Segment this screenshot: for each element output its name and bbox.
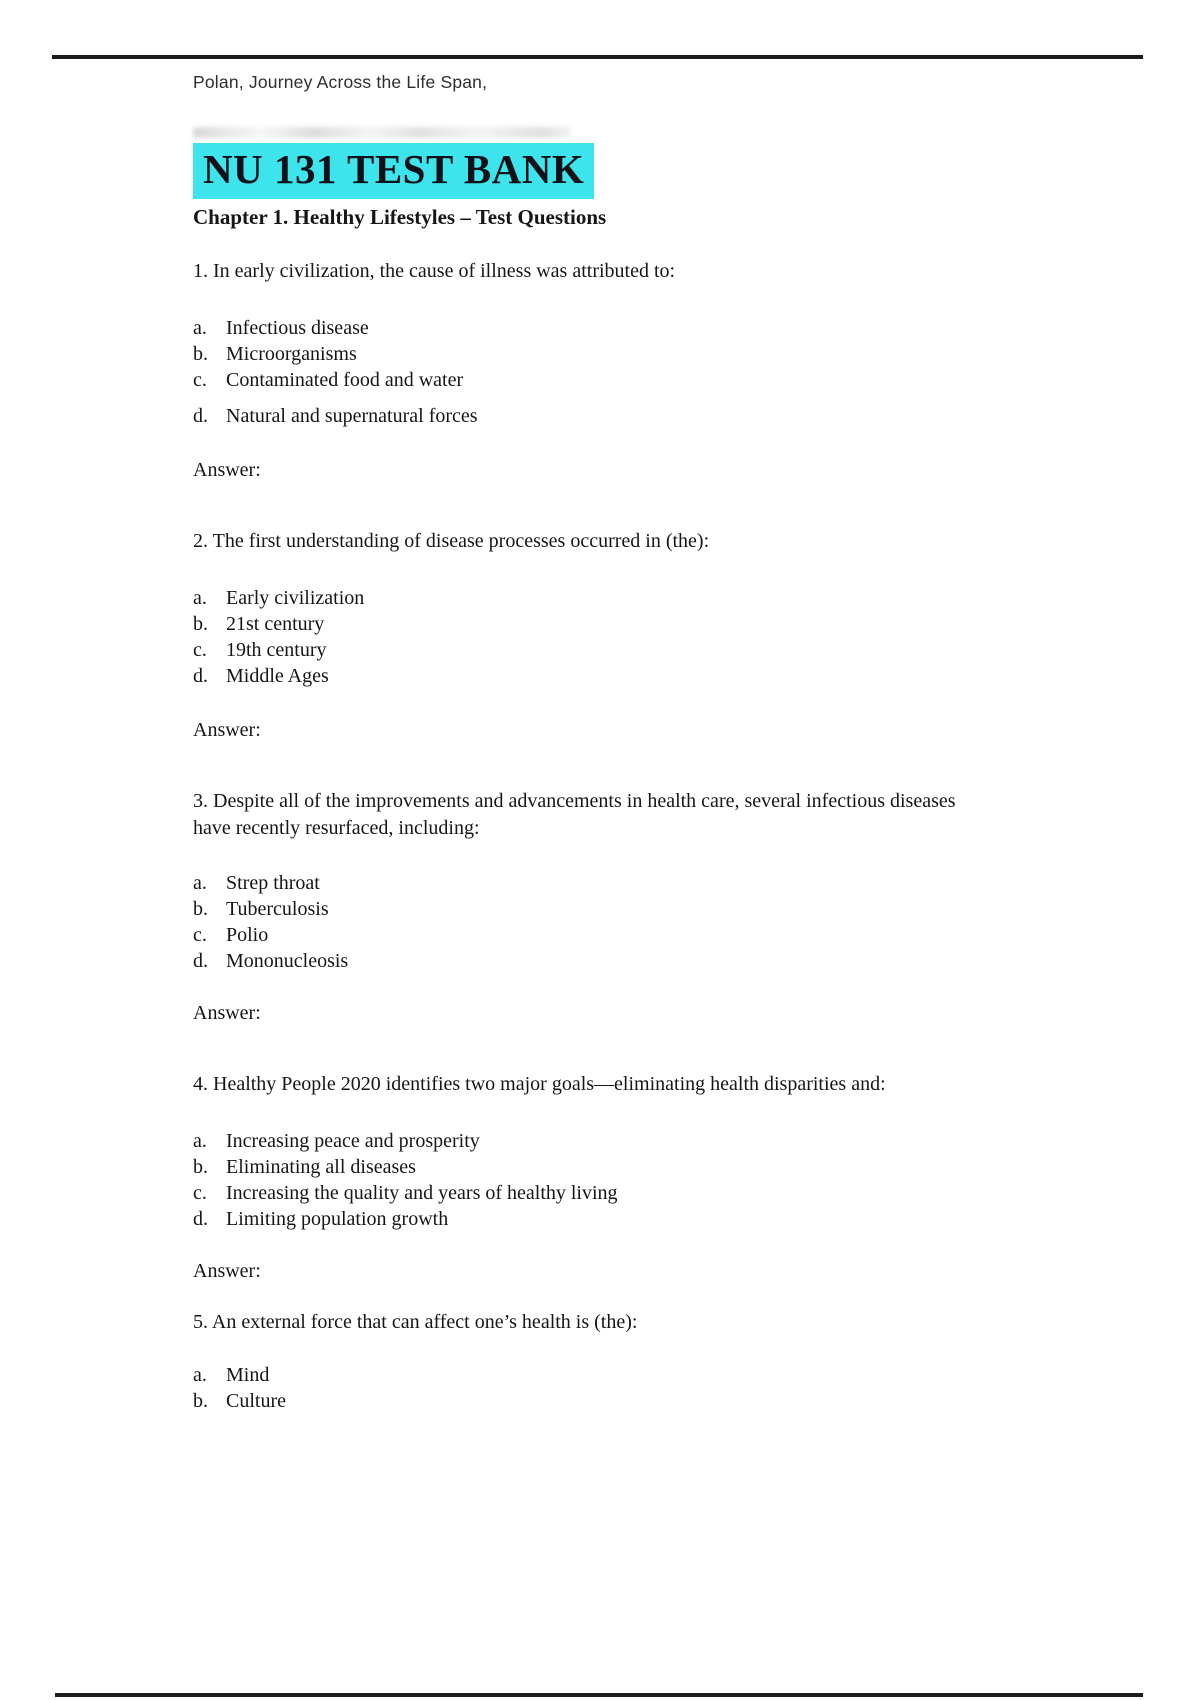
- option-text: Limiting population growth: [226, 1208, 449, 1230]
- option-letter: b.: [193, 343, 208, 365]
- option-row: [193, 922, 1023, 948]
- option-letter: a.: [193, 1130, 207, 1152]
- option-text: 21st century: [226, 613, 325, 635]
- option-row: [193, 1362, 1023, 1388]
- option-text: Culture: [226, 1390, 286, 1412]
- options-list: [193, 1362, 1023, 1414]
- option-row: [193, 585, 1023, 611]
- option-letter: c.: [193, 639, 207, 661]
- option-row: [193, 367, 1023, 393]
- option-text: Eliminating all diseases: [226, 1156, 416, 1178]
- option-letter: d.: [193, 665, 208, 687]
- option-text: Strep throat: [226, 872, 320, 894]
- question-number: 2.: [193, 530, 208, 552]
- option-text: Middle Ages: [226, 665, 329, 687]
- option-letter: a.: [193, 1364, 207, 1386]
- option-row: [193, 315, 1023, 341]
- answer-label: Answer:: [193, 459, 261, 481]
- option-letter: b.: [193, 613, 208, 635]
- doc-title: NU 131 TEST BANK: [193, 143, 594, 199]
- chapter-heading: Chapter 1. Healthy Lifestyles – Test Questions: [193, 205, 607, 229]
- option-letter: c.: [193, 369, 207, 391]
- option-letter: b.: [193, 1156, 208, 1178]
- answer-label: Answer:: [193, 1002, 261, 1024]
- book-header: Polan, Journey Across the Life Span,: [193, 72, 488, 92]
- bottom-rule: [55, 1693, 1143, 1697]
- option-letter: d.: [193, 405, 208, 427]
- option-text: Natural and supernatural forces: [226, 405, 478, 427]
- options-list: [193, 870, 1023, 974]
- options-list: [193, 1128, 1023, 1232]
- option-row: [193, 341, 1023, 367]
- option-letter: a.: [193, 317, 207, 339]
- option-text: Microorganisms: [226, 343, 357, 365]
- question-text: 2. The first understanding of disease processes occurred in (the):: [193, 530, 710, 552]
- option-text: Increasing peace and prosperity: [226, 1130, 480, 1152]
- option-letter: b.: [193, 1390, 208, 1412]
- ghost-text-smudge: [193, 127, 571, 138]
- question-block-3: [193, 788, 1023, 1025]
- option-text: Polio: [226, 924, 269, 946]
- option-row: [193, 1206, 1023, 1232]
- question-block-4: [193, 1071, 1023, 1283]
- question-number: 3.: [193, 790, 208, 812]
- option-text: Mononucleosis: [226, 950, 349, 972]
- option-text: Infectious disease: [226, 317, 369, 339]
- question-text: 4. Healthy People 2020 identifies two major goals—eliminating health disparities and:: [193, 1073, 886, 1095]
- option-row: [193, 1128, 1023, 1154]
- question-block-1: [193, 258, 1023, 482]
- option-text: Tuberculosis: [226, 898, 329, 920]
- options-list: [193, 585, 1023, 689]
- question-text: 1. In early civilization, the cause of illness was attributed to:: [193, 260, 676, 282]
- option-row: [193, 948, 1023, 974]
- option-row: [193, 663, 1023, 689]
- option-text: Early civilization: [226, 587, 365, 609]
- options-list: [193, 315, 1023, 429]
- option-letter: b.: [193, 898, 208, 920]
- question-block-2: [193, 528, 1023, 742]
- question-number: 1.: [193, 260, 208, 282]
- option-letter: a.: [193, 587, 207, 609]
- option-text: Contaminated food and water: [226, 369, 464, 391]
- option-row: [193, 611, 1023, 637]
- option-text: 19th century: [226, 639, 327, 661]
- page-content: [193, 0, 1023, 1414]
- option-letter: d.: [193, 950, 208, 972]
- option-row: [193, 637, 1023, 663]
- answer-label: Answer:: [193, 1260, 261, 1282]
- option-letter: d.: [193, 1208, 208, 1230]
- answer-label: Answer:: [193, 719, 261, 741]
- question-block-5: [193, 1309, 1023, 1414]
- option-row: [193, 896, 1023, 922]
- question-text: 5. An external force that can affect one’s health is (the):: [193, 1311, 638, 1333]
- option-row: [193, 870, 1023, 896]
- question-number: 5.: [193, 1311, 208, 1333]
- option-letter: c.: [193, 1182, 207, 1204]
- option-letter: a.: [193, 872, 207, 894]
- option-row: [193, 403, 1023, 429]
- option-text: Increasing the quality and years of healthy living: [226, 1182, 618, 1204]
- question-number: 4.: [193, 1073, 208, 1095]
- option-row: [193, 1180, 1023, 1206]
- option-letter: c.: [193, 924, 207, 946]
- option-row: [193, 1388, 1023, 1414]
- question-text: 3. Despite all of the improvements and advancements in health care, several infectious diseases have recently resurfaced, including:: [193, 790, 956, 839]
- option-text: Mind: [226, 1364, 270, 1386]
- option-row: [193, 1154, 1023, 1180]
